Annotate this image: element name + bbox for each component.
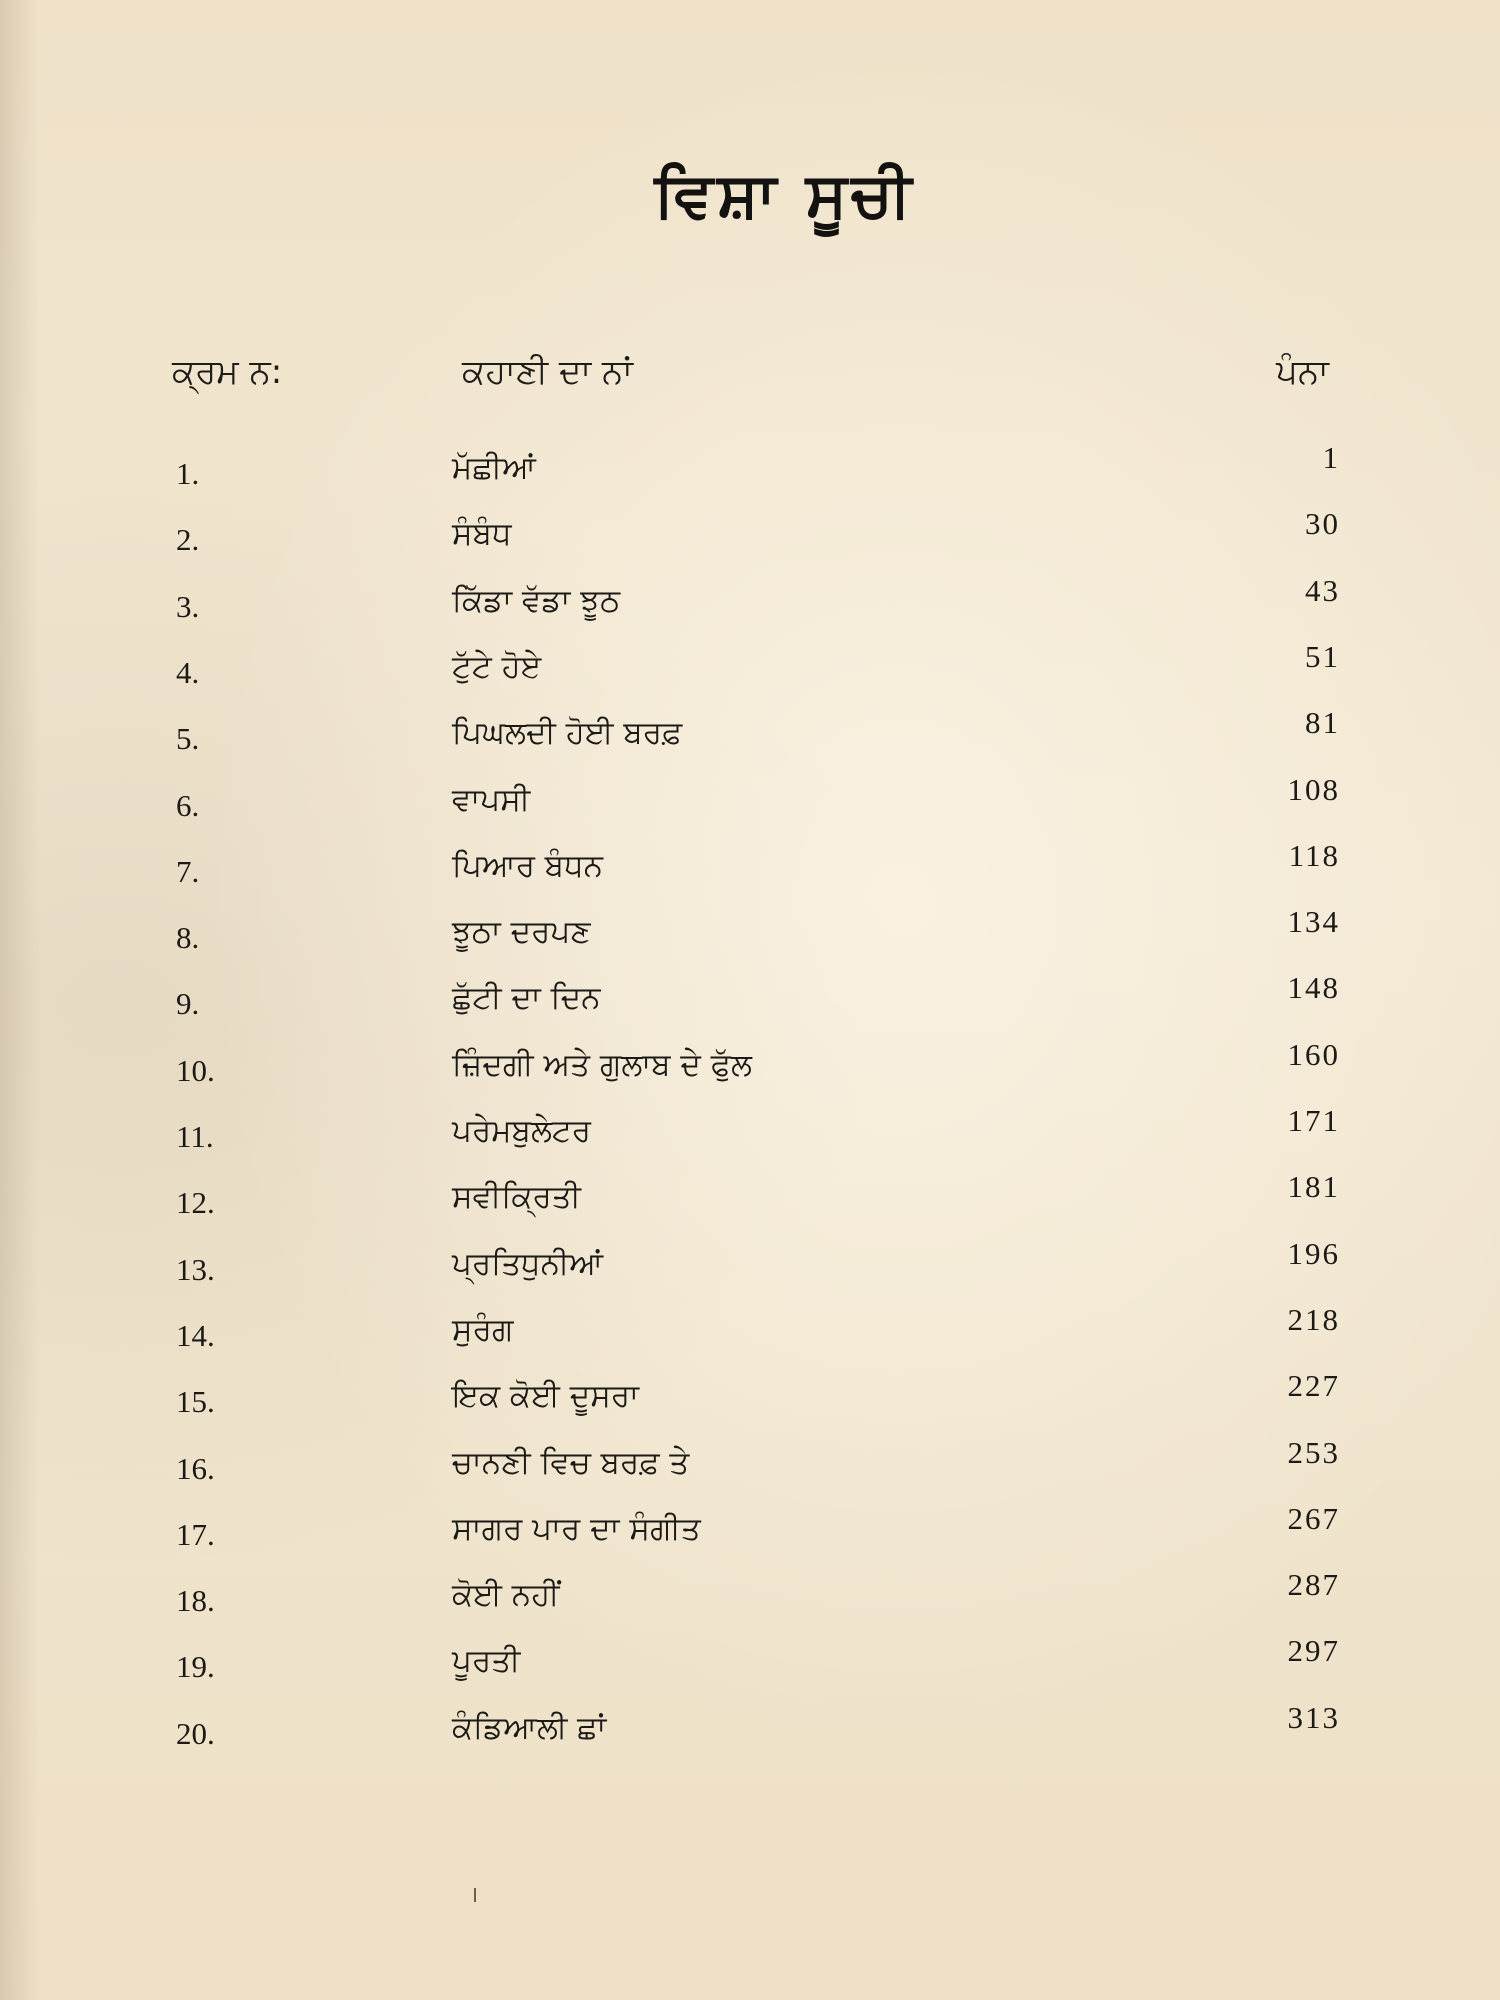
toc-row: [0, 1301, 1500, 1370]
column-header-page: ਪੰਨਾ: [1276, 352, 1329, 392]
toc-entry-title: ਸਵੀਕ੍ਰਿਤੀ: [452, 1179, 581, 1216]
toc-entry-number: 5.: [176, 721, 200, 757]
toc-entry-title: ਕਿੱਡਾ ਵੱਡਾ ਝੂਠ: [452, 582, 621, 619]
toc-entry-title: ਟੁੱਟੇ ਹੋਏ: [452, 648, 542, 685]
toc-entry-title: ਚਾਨਣੀ ਵਿਚ ਬਰਫ਼ ਤੇ: [452, 1444, 690, 1481]
toc-entry-number: 18.: [176, 1583, 215, 1619]
toc-entry-page: 287: [1287, 1567, 1340, 1603]
toc-entry-page: 81: [1305, 705, 1340, 741]
toc-entry-title: ਝੂਠਾ ਦਰਪਣ: [452, 914, 591, 951]
toc-row: [0, 440, 1500, 508]
toc-entry-page: 253: [1287, 1434, 1340, 1470]
toc-entry-number: 3.: [176, 588, 200, 624]
toc-entry-page: 171: [1287, 1103, 1340, 1138]
toc-entry-title: ਪੂਰਤੀ: [452, 1643, 521, 1680]
toc-row: [0, 1699, 1500, 1768]
toc-row: [0, 1500, 1500, 1569]
toc-row: [0, 1036, 1500, 1105]
toc-entry-number: 9.: [176, 986, 200, 1022]
toc-entry-title: ਛੁੱਟੀ ਦਾ ਦਿਨ: [452, 980, 601, 1017]
toc-entry-page: 267: [1287, 1500, 1340, 1536]
toc-entry-number: 6.: [176, 787, 200, 823]
print-mark: [474, 1888, 476, 1902]
toc-row: [0, 1169, 1500, 1237]
toc-entry-title: ਮੱਛੀਆਂ: [452, 450, 536, 486]
toc-entry-page: 181: [1287, 1169, 1340, 1205]
toc-entry-number: 16.: [176, 1450, 215, 1486]
toc-row: [0, 771, 1500, 840]
toc-row: [0, 1368, 1500, 1436]
toc-entry-number: 20.: [176, 1715, 215, 1751]
toc-entry-page: 118: [1288, 837, 1340, 873]
toc-row: [0, 1633, 1500, 1701]
toc-entry-title: ਇਕ ਕੋਈ ਦੂਸਰਾ: [452, 1378, 639, 1415]
toc-entry-number: 1.: [176, 456, 200, 491]
toc-row: [0, 1103, 1500, 1171]
toc-row: [0, 1567, 1500, 1635]
toc-entry-page: 160: [1287, 1036, 1340, 1072]
toc-entry-title: ਪਿਆਰ ਬੰਧਨ: [452, 847, 604, 884]
toc-entry-number: 7.: [176, 853, 200, 889]
toc-entry-number: 2.: [176, 522, 200, 558]
toc-entry-page: 108: [1287, 771, 1340, 807]
toc-row: [0, 506, 1500, 574]
toc-entry-page: 313: [1287, 1699, 1340, 1735]
toc-entry-page: 196: [1287, 1235, 1340, 1271]
column-header-number: ਕ੍ਰਮ ਨ:: [172, 352, 283, 392]
toc-entry-page: 43: [1305, 572, 1340, 608]
toc-entry-page: 30: [1305, 506, 1340, 542]
toc-row: [0, 970, 1500, 1038]
toc-entry-page: 51: [1305, 638, 1340, 674]
toc-entry-page: 134: [1287, 904, 1340, 940]
toc-row: [0, 904, 1500, 972]
toc-row: [0, 1235, 1500, 1304]
toc-entry-number: 10.: [176, 1052, 215, 1088]
toc-entry-title: ਪਰੇਮਬੁਲੇਟਰ: [452, 1113, 592, 1149]
toc-entry-title: ਕੋਈ ਨਹੀਂ: [452, 1577, 560, 1614]
toc-entry-title: ਵਾਪਸੀ: [452, 781, 531, 818]
toc-row: [0, 572, 1500, 641]
toc-entry-page: 218: [1287, 1301, 1340, 1337]
toc-entry-title: ਸਾਗਰ ਪਾਰ ਦਾ ਸੰਗੀਤ: [452, 1510, 701, 1547]
page-title: ਵਿਸ਼ਾ ਸੂਚੀ: [654, 158, 916, 231]
toc-entry-number: 8.: [176, 920, 200, 956]
toc-entry-page: 1: [1322, 440, 1340, 475]
toc-entry-number: 13.: [176, 1251, 215, 1287]
toc-entry-title: ਸੁਰੰਗ: [452, 1311, 514, 1348]
toc-entry-title: ਪਿਘਲਦੀ ਹੋਈ ਬਰਫ਼: [452, 715, 683, 752]
toc-entry-title: ਕੰਡਿਆਲੀ ਛਾਂ: [452, 1709, 607, 1746]
toc-entry-number: 14.: [176, 1317, 215, 1353]
toc-entry-number: 17.: [176, 1516, 215, 1552]
toc-entry-number: 11.: [176, 1119, 214, 1154]
toc-entry-page: 297: [1287, 1633, 1340, 1669]
toc-row: [0, 837, 1500, 906]
toc-entry-title: ਸੰਬੰਧ: [452, 516, 512, 553]
toc-entry-number: 4.: [176, 654, 200, 690]
toc-entry-number: 15.: [176, 1384, 215, 1420]
toc-entry-page: 227: [1287, 1368, 1340, 1404]
toc-entry-page: 148: [1287, 970, 1340, 1006]
toc-entry-number: 19.: [176, 1649, 215, 1685]
toc-row: [0, 705, 1500, 773]
toc-row: [0, 1434, 1500, 1503]
toc-entry-title: ਜ਼ਿੰਦਗੀ ਅਤੇ ਗੁਲਾਬ ਦੇ ਫੁੱਲ: [452, 1046, 753, 1083]
toc-entry-title: ਪ੍ਰਤਿਧੁਨੀਆਂ: [452, 1245, 604, 1282]
toc-entry-number: 12.: [176, 1185, 215, 1221]
toc-row: [0, 638, 1500, 707]
column-header-story: ਕਹਾਣੀ ਦਾ ਨਾਂ: [462, 352, 633, 392]
